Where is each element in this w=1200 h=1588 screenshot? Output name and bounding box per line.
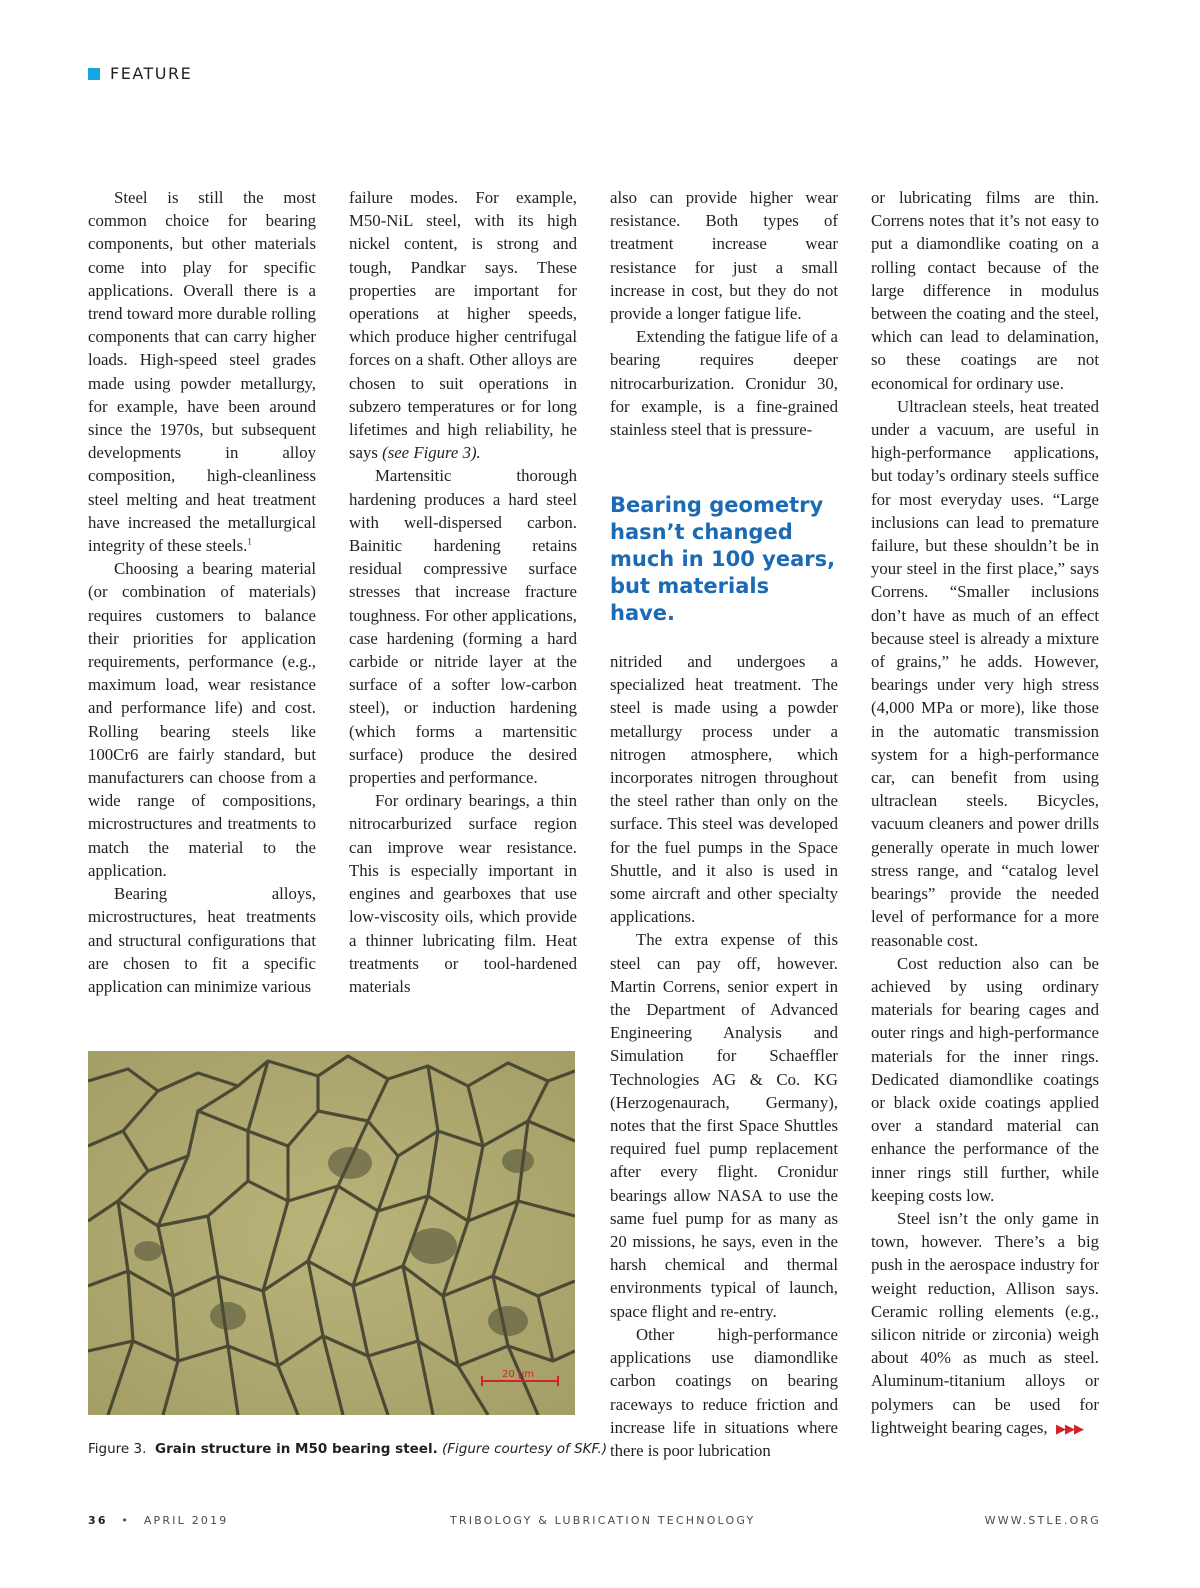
- paragraph: Steel isn’t the only game in town, however. There’s a big push in the aerospace industry for weight reduction, Allison says. Ceramic rolling elements (e.g., silicon nitride or zirconia) weigh about 40% as much as steel. Aluminum-titanium alloys or polymers can be used for lightweight bearing cages, ▶▶▶: [871, 1208, 1099, 1437]
- section-tag: [88, 64, 192, 83]
- article-column-3-top: [610, 186, 838, 441]
- article-column-3-bottom: [610, 650, 838, 1462]
- footer-separator: •: [121, 1514, 131, 1527]
- paragraph: or lubricating films are thin. Correns notes that it’s not easy to put a diamondlike coating on a rolling contact because of the large difference in modulus between the coating and the steel, which can lead to delamination, so these coatings are not economical for ordinary use.: [871, 188, 1099, 393]
- website-url: WWW.STLE.ORG: [984, 1514, 1101, 1527]
- continue-arrows-icon: ▶▶▶: [1056, 1421, 1084, 1437]
- article-column-2: [349, 186, 577, 998]
- footnote-ref: 1: [247, 536, 252, 547]
- issue-date: APRIL 2019: [143, 1514, 229, 1527]
- caption-label: Figure 3.: [88, 1441, 147, 1457]
- paragraph: Martensitic thorough hardening produces a hard steel with well-dispersed carbon. Bainitic hardening retains residual compressive surface stresses that increase fracture toughness. For other applications, case hardening (forming a hard carbide or nitride layer at the surface of a softer low-carbon steel), or induction hardening (which forms a martensitic surface) produce the desired properties and performance.: [349, 466, 577, 788]
- paragraph: nitrided and undergoes a specialized heat treatment. The steel is made using a powder metallurgy process under a nitrogen atmosphere, which incorporates nitrogen throughout the steel rather than only on the surface. This steel was developed for the fuel pumps in the Space Shuttle, and it also is used in some aircraft and other specialty applications.: [610, 652, 838, 927]
- micrograph-figure: [88, 1051, 575, 1415]
- paragraph: Steel is still the most common choice for bearing components, but other materials come into play for specific applications. Overall there is a trend toward more durable rolling components that can carry higher loads. High-speed steel grades made using powder metallurgy, for example, have been around since the 1970s, but subsequent developments in alloy composition, high-cleanliness steel melting and heat treatment have increased the metallurgical integrity of these steels.$^1$: [88, 188, 316, 556]
- paragraph: also can provide higher wear resistance. Both types of treatment increase wear resistance for just a small increase in cost, but they do not provide a longer fatigue life.: [610, 188, 838, 324]
- paragraph: The extra expense of this steel can pay off, however. Martin Correns, senior expert in the Department of Advanced Engineering Analysis and Simulation for Schaeffler Technologies AG & Co. KG (Herzogenaurach, Germany), notes that the first Space Shuttles required fuel pump replacement after every flight. Cronidur bearings allow NASA to use the same fuel pump for as many as 20 missions, he says, even in the harsh chemical and thermal environments typical of launch, space flight and re-entry.: [610, 930, 838, 1321]
- footer-left: [88, 1514, 229, 1527]
- paragraph: Bearing alloys, microstructures, heat treatments and structural configurations that are chosen to fit a specific application can minimize various: [88, 884, 316, 996]
- page-footer: [88, 1514, 1101, 1530]
- caption-credit: (Figure courtesy of SKF.): [442, 1441, 608, 1457]
- scale-bar-label: 20 µm: [502, 1369, 535, 1380]
- paragraph: Choosing a bearing material (or combination of materials) requires customers to balance their priorities for application requirements, performance (e.g., maximum load, wear resistance and performance life) and cost. Rolling bearing steels like 100Cr6 are fairly standard, but manufacturers can choose from a wide range of compositions, microstructures and treatments to match the material to the application.: [88, 559, 316, 880]
- figure-caption: [88, 1441, 608, 1457]
- caption-title: Grain structure in M50 bearing steel.: [154, 1441, 438, 1457]
- paragraph: failure modes. For example, M50-NiL steel, with its high nickel content, is strong and tough, Pandkar says. These properties are important for operations at higher speeds, which produce higher centrifugal forces on a shaft. Other alloys are chosen to suit operations in subzero temperatures or for long lifetimes and high reliability, he says (see Figure 3).: [349, 188, 577, 463]
- micrograph-image: [88, 1051, 575, 1415]
- section-tag-square: [88, 68, 100, 80]
- figure-reference: (see Figure 3).: [382, 443, 481, 463]
- page-number: 36: [88, 1514, 108, 1527]
- publication-name: TRIBOLOGY & LUBRICATION TECHNOLOGY: [450, 1514, 756, 1527]
- section-label: FEATURE: [110, 64, 193, 83]
- article-column-1: [88, 186, 316, 998]
- paragraph: Extending the fatigue life of a bearing requires deeper nitrocarburization. Cronidur 30, for example, is a fine-grained stainless steel that is pressure-: [610, 327, 838, 440]
- paragraph: Cost reduction also can be achieved by using ordinary materials for bearing cages and outer rings and high-performance materials for the inner rings. Dedicated diamondlike coatings or black oxide coatings applied over a standard material can enhance the performance of the inner rings still further, while keeping costs low.: [871, 953, 1099, 1205]
- paragraph: Ultraclean steels, heat treated under a vacuum, are useful in high-performance applications, but today’s ordinary steels suffice for most everyday uses. “Large inclusions can lead to premature failure, but these shouldn’t be in your steel in the first place,” says Correns. “Smaller inclusions don’t have as much of an effect because steel is already a mixture of grains,” he adds. However, bearings under very high stress (4,000 MPa or more), like those in the automatic transmission system for a high-performance car, can benefit from using ultraclean steels. Bicycles, vacuum cleaners and power drills generally operate in much lower stress range, and “catalog level bearings” provide the needed level of performance for a more reasonable cost.: [871, 396, 1099, 950]
- pull-quote: Bearing geometry hasn’t changed much in 100 years, but materials have.: [610, 493, 836, 625]
- paragraph: For ordinary bearings, a thin nitrocarburized surface region can improve wear resistance. This is especially important in engines and gearboxes that use low-viscosity oils, which provide a thinner lubricating film. Heat treatments or tool-hardened materials: [349, 791, 577, 996]
- paragraph: Other high-performance applications use diamondlike carbon coatings on bearing raceways to reduce friction and increase life in situations where there is poor lubrication: [610, 1324, 838, 1460]
- article-column-4: [871, 186, 1099, 1441]
